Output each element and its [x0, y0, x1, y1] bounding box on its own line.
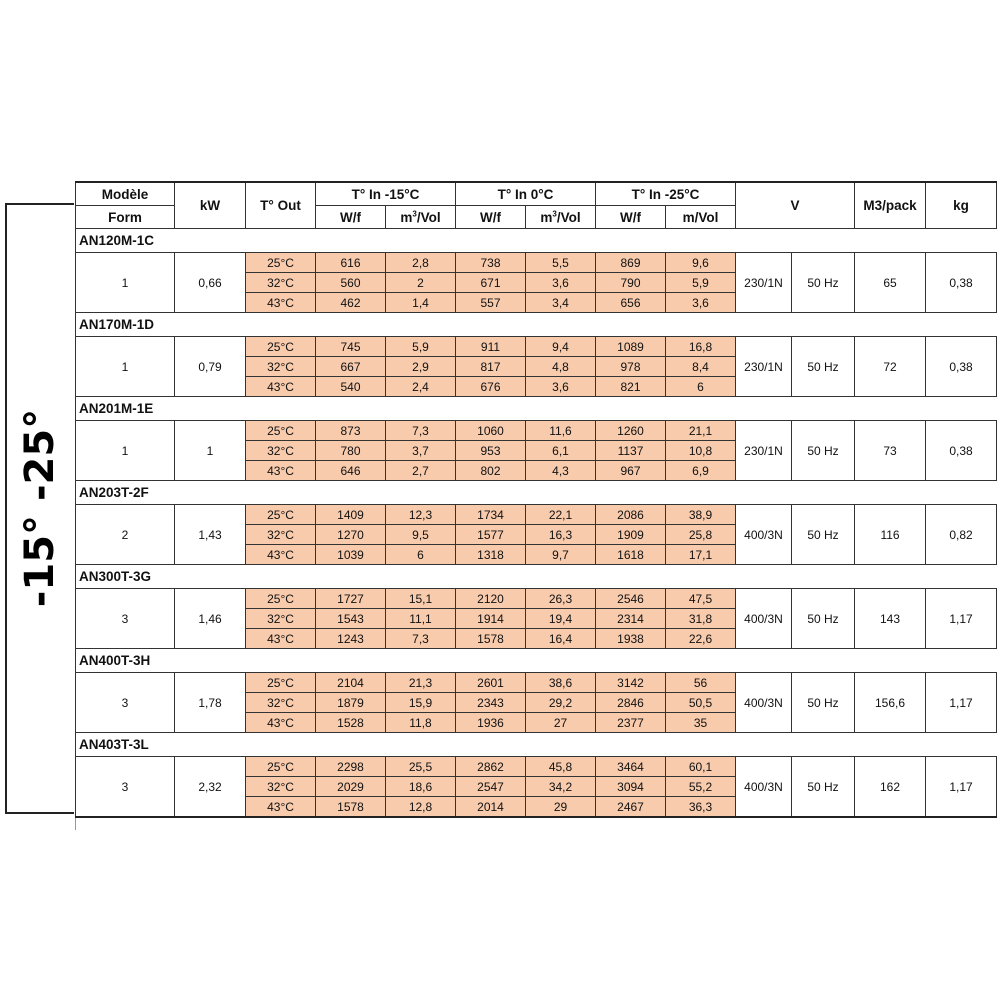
m3-superscript: 3 [412, 209, 417, 218]
m3vol-15-cell: 25,5 [386, 757, 456, 777]
kw-cell: 2,32 [175, 757, 246, 818]
voltage-cell: 400/3N [736, 757, 792, 818]
t-out-cell: 25°C [246, 673, 316, 693]
kg-cell: 1,17 [926, 673, 997, 733]
wf-15-cell: 873 [316, 421, 386, 441]
wf-0-cell: 1936 [456, 713, 526, 733]
wf-15-cell: 667 [316, 357, 386, 377]
m3vol-0-cell: 22,1 [526, 505, 596, 525]
wf-15-cell: 1727 [316, 589, 386, 609]
t-out-cell: 32°C [246, 609, 316, 629]
wf-15-cell: 646 [316, 461, 386, 481]
wf-25-cell: 790 [596, 273, 666, 293]
kw-cell: 1,78 [175, 673, 246, 733]
wf-0-cell: 1577 [456, 525, 526, 545]
m3pack-cell: 72 [855, 337, 926, 397]
m3vol-15-cell: 12,8 [386, 797, 456, 818]
m3vol-15-cell: 1,4 [386, 293, 456, 313]
header-kw: kW [175, 182, 246, 229]
wf-25-cell: 1089 [596, 337, 666, 357]
wf-25-cell: 2314 [596, 609, 666, 629]
data-row [76, 673, 997, 693]
mvol-25-cell: 31,8 [666, 609, 736, 629]
mvol-25-cell: 35 [666, 713, 736, 733]
header-m3pack: M3/pack [855, 182, 926, 229]
t-out-cell: 43°C [246, 629, 316, 649]
m3pack-cell: 65 [855, 253, 926, 313]
t-out-cell: 32°C [246, 273, 316, 293]
m3vol-0-cell: 34,2 [526, 777, 596, 797]
voltage-cell: 400/3N [736, 589, 792, 649]
wf-15-cell: 780 [316, 441, 386, 461]
wf-25-cell: 869 [596, 253, 666, 273]
header-wf-0: W/f [456, 206, 526, 229]
t-out-cell: 32°C [246, 441, 316, 461]
model-name: AN201M-1E [76, 397, 997, 421]
header-wf-15: W/f [316, 206, 386, 229]
mvol-25-cell: 6 [666, 377, 736, 397]
voltage-cell: 400/3N [736, 505, 792, 565]
form-cell: 1 [76, 253, 175, 313]
freq-cell: 50 Hz [792, 253, 855, 313]
mvol-25-cell: 21,1 [666, 421, 736, 441]
m3pack-cell: 116 [855, 505, 926, 565]
form-cell: 2 [76, 505, 175, 565]
header-form: Form [76, 206, 175, 229]
t-out-cell: 43°C [246, 797, 316, 818]
mvol-25-cell: 8,4 [666, 357, 736, 377]
mvol-25-cell: 60,1 [666, 757, 736, 777]
m3vol-15-cell: 21,3 [386, 673, 456, 693]
m3vol-15-cell: 11,1 [386, 609, 456, 629]
voltage-cell: 230/1N [736, 253, 792, 313]
m3vol-15-cell: 7,3 [386, 629, 456, 649]
data-row [76, 505, 997, 525]
header-t-in-15: T° In -15°C [316, 182, 456, 206]
wf-15-cell: 462 [316, 293, 386, 313]
t-out-cell: 43°C [246, 461, 316, 481]
kg-cell: 0,82 [926, 505, 997, 565]
data-row [76, 589, 997, 609]
wf-15-cell: 2104 [316, 673, 386, 693]
m3-suffix: /Vol [416, 209, 441, 225]
form-cell: 3 [76, 757, 175, 818]
model-name: AN400T-3H [76, 649, 997, 673]
wf-15-cell: 2298 [316, 757, 386, 777]
wf-0-cell: 557 [456, 293, 526, 313]
m3vol-0-cell: 27 [526, 713, 596, 733]
model-row [76, 397, 997, 421]
wf-0-cell: 1734 [456, 505, 526, 525]
model-row [76, 229, 997, 253]
m3vol-0-cell: 3,6 [526, 377, 596, 397]
data-row [76, 253, 997, 273]
m3vol-15-cell: 2,4 [386, 377, 456, 397]
kw-cell: 1,46 [175, 589, 246, 649]
wf-0-cell: 953 [456, 441, 526, 461]
m3vol-0-cell: 5,5 [526, 253, 596, 273]
mvol-25-cell: 10,8 [666, 441, 736, 461]
wf-0-cell: 911 [456, 337, 526, 357]
wf-25-cell: 978 [596, 357, 666, 377]
m3vol-0-cell: 3,4 [526, 293, 596, 313]
wf-25-cell: 2467 [596, 797, 666, 818]
m3pack-cell: 73 [855, 421, 926, 481]
wf-25-cell: 1137 [596, 441, 666, 461]
wf-15-cell: 1243 [316, 629, 386, 649]
model-row [76, 733, 997, 757]
wf-25-cell: 821 [596, 377, 666, 397]
wf-0-cell: 2343 [456, 693, 526, 713]
header-t-in-25: T° In -25°C [596, 182, 736, 206]
freq-cell: 50 Hz [792, 421, 855, 481]
form-cell: 3 [76, 589, 175, 649]
freq-cell: 50 Hz [792, 757, 855, 818]
wf-15-cell: 1270 [316, 525, 386, 545]
t-out-cell: 25°C [246, 505, 316, 525]
wf-25-cell: 1618 [596, 545, 666, 565]
wf-25-cell: 1260 [596, 421, 666, 441]
wf-15-cell: 1528 [316, 713, 386, 733]
wf-15-cell: 1409 [316, 505, 386, 525]
kw-cell: 1,43 [175, 505, 246, 565]
model-row [76, 649, 997, 673]
model-row [76, 313, 997, 337]
spec-table [75, 181, 997, 818]
mvol-25-cell: 56 [666, 673, 736, 693]
wf-0-cell: 1318 [456, 545, 526, 565]
wf-0-cell: 2547 [456, 777, 526, 797]
m3pack-cell: 156,6 [855, 673, 926, 733]
m3vol-15-cell: 6 [386, 545, 456, 565]
data-row [76, 337, 997, 357]
side-range-label: -15° -25° [17, 408, 63, 608]
wf-25-cell: 967 [596, 461, 666, 481]
model-row [76, 565, 997, 589]
m3pack-cell: 162 [855, 757, 926, 818]
m3vol-0-cell: 29,2 [526, 693, 596, 713]
wf-0-cell: 1060 [456, 421, 526, 441]
t-out-cell: 25°C [246, 253, 316, 273]
form-cell: 1 [76, 421, 175, 481]
m3pack-cell: 143 [855, 589, 926, 649]
m3vol-0-cell: 4,8 [526, 357, 596, 377]
data-row [76, 757, 997, 777]
kg-cell: 0,38 [926, 337, 997, 397]
wf-15-cell: 1543 [316, 609, 386, 629]
m3vol-0-cell: 16,3 [526, 525, 596, 545]
m3vol-0-cell: 26,3 [526, 589, 596, 609]
mvol-25-cell: 38,9 [666, 505, 736, 525]
t-out-cell: 32°C [246, 525, 316, 545]
m3-prefix: m [400, 209, 413, 225]
m3vol-15-cell: 12,3 [386, 505, 456, 525]
mvol-25-cell: 5,9 [666, 273, 736, 293]
m3vol-15-cell: 7,3 [386, 421, 456, 441]
kw-cell: 0,66 [175, 253, 246, 313]
mvol-25-cell: 50,5 [666, 693, 736, 713]
mvol-25-cell: 3,6 [666, 293, 736, 313]
t-out-cell: 32°C [246, 357, 316, 377]
wf-0-cell: 676 [456, 377, 526, 397]
wf-25-cell: 2846 [596, 693, 666, 713]
m3vol-15-cell: 2,7 [386, 461, 456, 481]
model-name: AN300T-3G [76, 565, 997, 589]
wf-0-cell: 738 [456, 253, 526, 273]
freq-cell: 50 Hz [792, 337, 855, 397]
kg-cell: 1,17 [926, 757, 997, 818]
wf-25-cell: 2086 [596, 505, 666, 525]
model-row [76, 481, 997, 505]
t-out-cell: 25°C [246, 337, 316, 357]
header-t-in-0: T° In 0°C [456, 182, 596, 206]
freq-cell: 50 Hz [792, 589, 855, 649]
mvol-25-cell: 16,8 [666, 337, 736, 357]
m3vol-15-cell: 2 [386, 273, 456, 293]
mvol-25-cell: 25,8 [666, 525, 736, 545]
t-out-cell: 25°C [246, 421, 316, 441]
mvol-25-cell: 22,6 [666, 629, 736, 649]
wf-0-cell: 2120 [456, 589, 526, 609]
header-t-out: T° Out [246, 182, 316, 229]
t-out-cell: 43°C [246, 545, 316, 565]
wf-15-cell: 1879 [316, 693, 386, 713]
m3vol-15-cell: 2,8 [386, 253, 456, 273]
m3-suffix: /Vol [556, 209, 581, 225]
m3vol-15-cell: 9,5 [386, 525, 456, 545]
header-row-1 [76, 182, 997, 206]
freq-cell: 50 Hz [792, 505, 855, 565]
mvol-25-cell: 47,5 [666, 589, 736, 609]
wf-0-cell: 817 [456, 357, 526, 377]
model-name: AN203T-2F [76, 481, 997, 505]
model-name: AN403T-3L [76, 733, 997, 757]
voltage-cell: 230/1N [736, 421, 792, 481]
wf-0-cell: 2601 [456, 673, 526, 693]
m3vol-0-cell: 11,6 [526, 421, 596, 441]
wf-0-cell: 1914 [456, 609, 526, 629]
mvol-25-cell: 6,9 [666, 461, 736, 481]
t-out-cell: 32°C [246, 777, 316, 797]
wf-25-cell: 656 [596, 293, 666, 313]
header-v: V [736, 182, 855, 229]
kg-cell: 0,38 [926, 421, 997, 481]
wf-15-cell: 540 [316, 377, 386, 397]
m3vol-0-cell: 16,4 [526, 629, 596, 649]
m3vol-15-cell: 15,1 [386, 589, 456, 609]
wf-0-cell: 2014 [456, 797, 526, 818]
m3vol-0-cell: 9,4 [526, 337, 596, 357]
wf-25-cell: 3142 [596, 673, 666, 693]
m3vol-15-cell: 18,6 [386, 777, 456, 797]
wf-25-cell: 2546 [596, 589, 666, 609]
wf-15-cell: 1039 [316, 545, 386, 565]
wf-15-cell: 560 [316, 273, 386, 293]
m3-superscript: 3 [552, 209, 557, 218]
voltage-cell: 230/1N [736, 337, 792, 397]
kg-cell: 1,17 [926, 589, 997, 649]
m3vol-0-cell: 3,6 [526, 273, 596, 293]
m3vol-15-cell: 5,9 [386, 337, 456, 357]
mvol-25-cell: 9,6 [666, 253, 736, 273]
header-kg: kg [926, 182, 997, 229]
table-body [76, 229, 997, 818]
t-out-cell: 25°C [246, 757, 316, 777]
m3vol-0-cell: 45,8 [526, 757, 596, 777]
freq-cell: 50 Hz [792, 673, 855, 733]
m3vol-0-cell: 4,3 [526, 461, 596, 481]
m3vol-15-cell: 15,9 [386, 693, 456, 713]
m3-prefix: m [540, 209, 553, 225]
m3vol-0-cell: 38,6 [526, 673, 596, 693]
m3vol-15-cell: 2,9 [386, 357, 456, 377]
wf-0-cell: 802 [456, 461, 526, 481]
wf-25-cell: 2377 [596, 713, 666, 733]
t-out-cell: 32°C [246, 693, 316, 713]
wf-25-cell: 1938 [596, 629, 666, 649]
wf-15-cell: 745 [316, 337, 386, 357]
kg-cell: 0,38 [926, 253, 997, 313]
data-row [76, 421, 997, 441]
m3vol-15-cell: 11,8 [386, 713, 456, 733]
header-modele: Modèle [76, 182, 175, 206]
wf-25-cell: 3464 [596, 757, 666, 777]
header-wf-25: W/f [596, 206, 666, 229]
t-out-cell: 25°C [246, 589, 316, 609]
wf-15-cell: 2029 [316, 777, 386, 797]
m3vol-0-cell: 19,4 [526, 609, 596, 629]
mvol-25-cell: 17,1 [666, 545, 736, 565]
header-mvol-25: m/Vol [666, 206, 736, 229]
t-out-cell: 43°C [246, 377, 316, 397]
t-out-cell: 43°C [246, 293, 316, 313]
model-name: AN120M-1C [76, 229, 997, 253]
voltage-cell: 400/3N [736, 673, 792, 733]
mvol-25-cell: 36,3 [666, 797, 736, 818]
wf-15-cell: 1578 [316, 797, 386, 818]
wf-0-cell: 1578 [456, 629, 526, 649]
model-name: AN170M-1D [76, 313, 997, 337]
m3vol-0-cell: 29 [526, 797, 596, 818]
wf-25-cell: 1909 [596, 525, 666, 545]
wf-0-cell: 2862 [456, 757, 526, 777]
m3vol-0-cell: 9,7 [526, 545, 596, 565]
form-cell: 3 [76, 673, 175, 733]
wf-0-cell: 671 [456, 273, 526, 293]
header-m3vol-15 [386, 206, 456, 229]
header-m3vol-0 [526, 206, 596, 229]
wf-15-cell: 616 [316, 253, 386, 273]
m3vol-0-cell: 6,1 [526, 441, 596, 461]
m3vol-15-cell: 3,7 [386, 441, 456, 461]
kw-cell: 0,79 [175, 337, 246, 397]
kw-cell: 1 [175, 421, 246, 481]
t-out-cell: 43°C [246, 713, 316, 733]
wf-25-cell: 3094 [596, 777, 666, 797]
mvol-25-cell: 55,2 [666, 777, 736, 797]
form-cell: 1 [76, 337, 175, 397]
